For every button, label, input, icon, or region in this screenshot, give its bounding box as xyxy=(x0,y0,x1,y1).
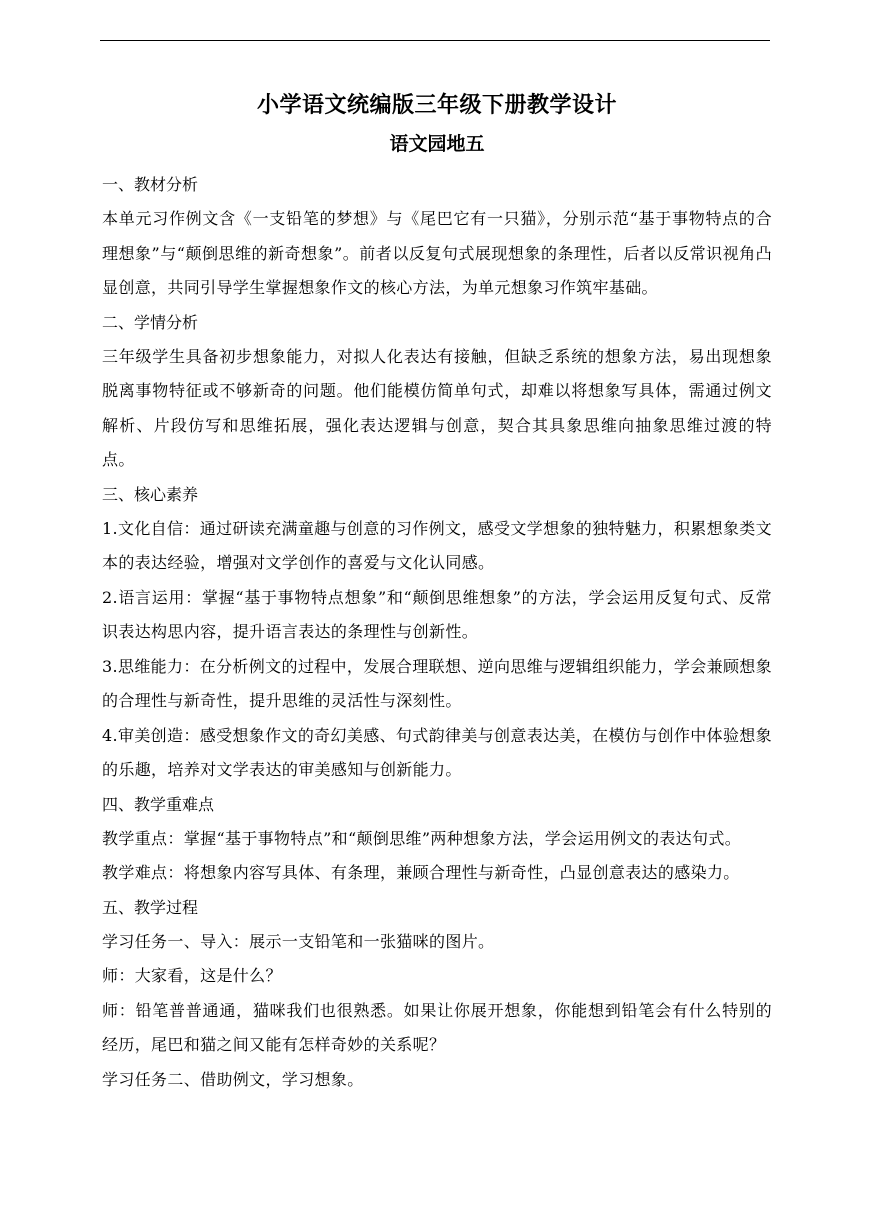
paragraph: 师：铅笔普普通通，猫咪我们也很熟悉。如果让你展开想象，你能想到铅笔会有什么特别的经历，尾巴和猫之间又能有怎样奇妙的关系呢？ xyxy=(102,1000,772,1054)
document-title: 小学语文统编版三年级下册教学设计 xyxy=(256,92,617,118)
section-heading: 四、教学重难点 xyxy=(102,794,215,814)
document-body xyxy=(102,84,772,1097)
paragraph: 4.审美创造：感受想象作文的奇幻美感、句式韵律美与创意表达美，在模仿与创作中体验想象的乐趣，培养对文学表达的审美感知与创新能力。 xyxy=(102,725,772,779)
paragraph: 1.文化自信：通过研读充满童趣与创意的习作例文，感受文学想象的独特魅力，积累想象类文本的表达经验，增强对文学创作的喜爱与文化认同感。 xyxy=(102,518,772,572)
section-heading: 一、教材分析 xyxy=(102,175,199,194)
section-core-competencies xyxy=(102,478,772,788)
section-heading: 二、学情分析 xyxy=(102,312,199,332)
paragraph: 三年级学生具备初步想象能力，对拟人化表达有接触，但缺乏系统的想象方法，易出现想象脱离事物特征或不够新奇的问题。他们能模仿简单句式，却难以将想象写具体，需通过例文解析、片段仿写和思维拓展，强化表达逻辑与创意，契合其具象思维向抽象思维过渡的特点。 xyxy=(102,346,772,469)
paragraph: 学习任务二、借助例文，学习想象。 xyxy=(102,1069,364,1089)
paragraph: 3.思维能力：在分析例文的过程中，发展合理联想、逆向思维与逻辑组织能力，学会兼顾想象的合理性与新奇性，提升思维的灵活性与深刻性。 xyxy=(102,656,772,710)
paragraph: 教学难点：将想象内容写具体、有条理，兼顾合理性与新奇性，凸显创意表达的感染力。 xyxy=(102,863,740,882)
header-rule xyxy=(100,40,770,41)
section-heading: 五、教学过程 xyxy=(102,897,199,917)
paragraph: 本单元习作例文含《一支铅笔的梦想》与《尾巴它有一只猫》，分别示范“基于事物特点的合理想象”与“颠倒思维的新奇想象”。前者以反复句式展现想象的条理性，后者以反常识视角凸显创意，共同引导学生掌握想象作文的核心方法，为单元想象习作筑牢基础。 xyxy=(102,209,772,297)
paragraph: 学习任务一、导入：展示一支铅笔和一张猫咪的图片。 xyxy=(102,931,495,951)
section-student-analysis xyxy=(102,306,772,478)
paragraph: 教学重点：掌握“基于事物特点”和“颠倒思维”两种想象方法，学会运用例文的表达句式。 xyxy=(102,828,742,848)
paragraph: 2.语言运用：掌握“基于事物特点想象”和“颠倒思维想象”的方法，学会运用反复句式、反常识表达构思内容，提升语言表达的条理性与创新性。 xyxy=(102,587,772,641)
section-heading: 三、核心素养 xyxy=(102,484,199,504)
document-subtitle: 语文园地五 xyxy=(389,133,485,155)
section-key-difficulties xyxy=(102,788,772,891)
paragraph: 师：大家看，这是什么？ xyxy=(102,966,282,985)
section-textbook-analysis xyxy=(102,168,772,306)
section-teaching-process xyxy=(102,891,772,1098)
